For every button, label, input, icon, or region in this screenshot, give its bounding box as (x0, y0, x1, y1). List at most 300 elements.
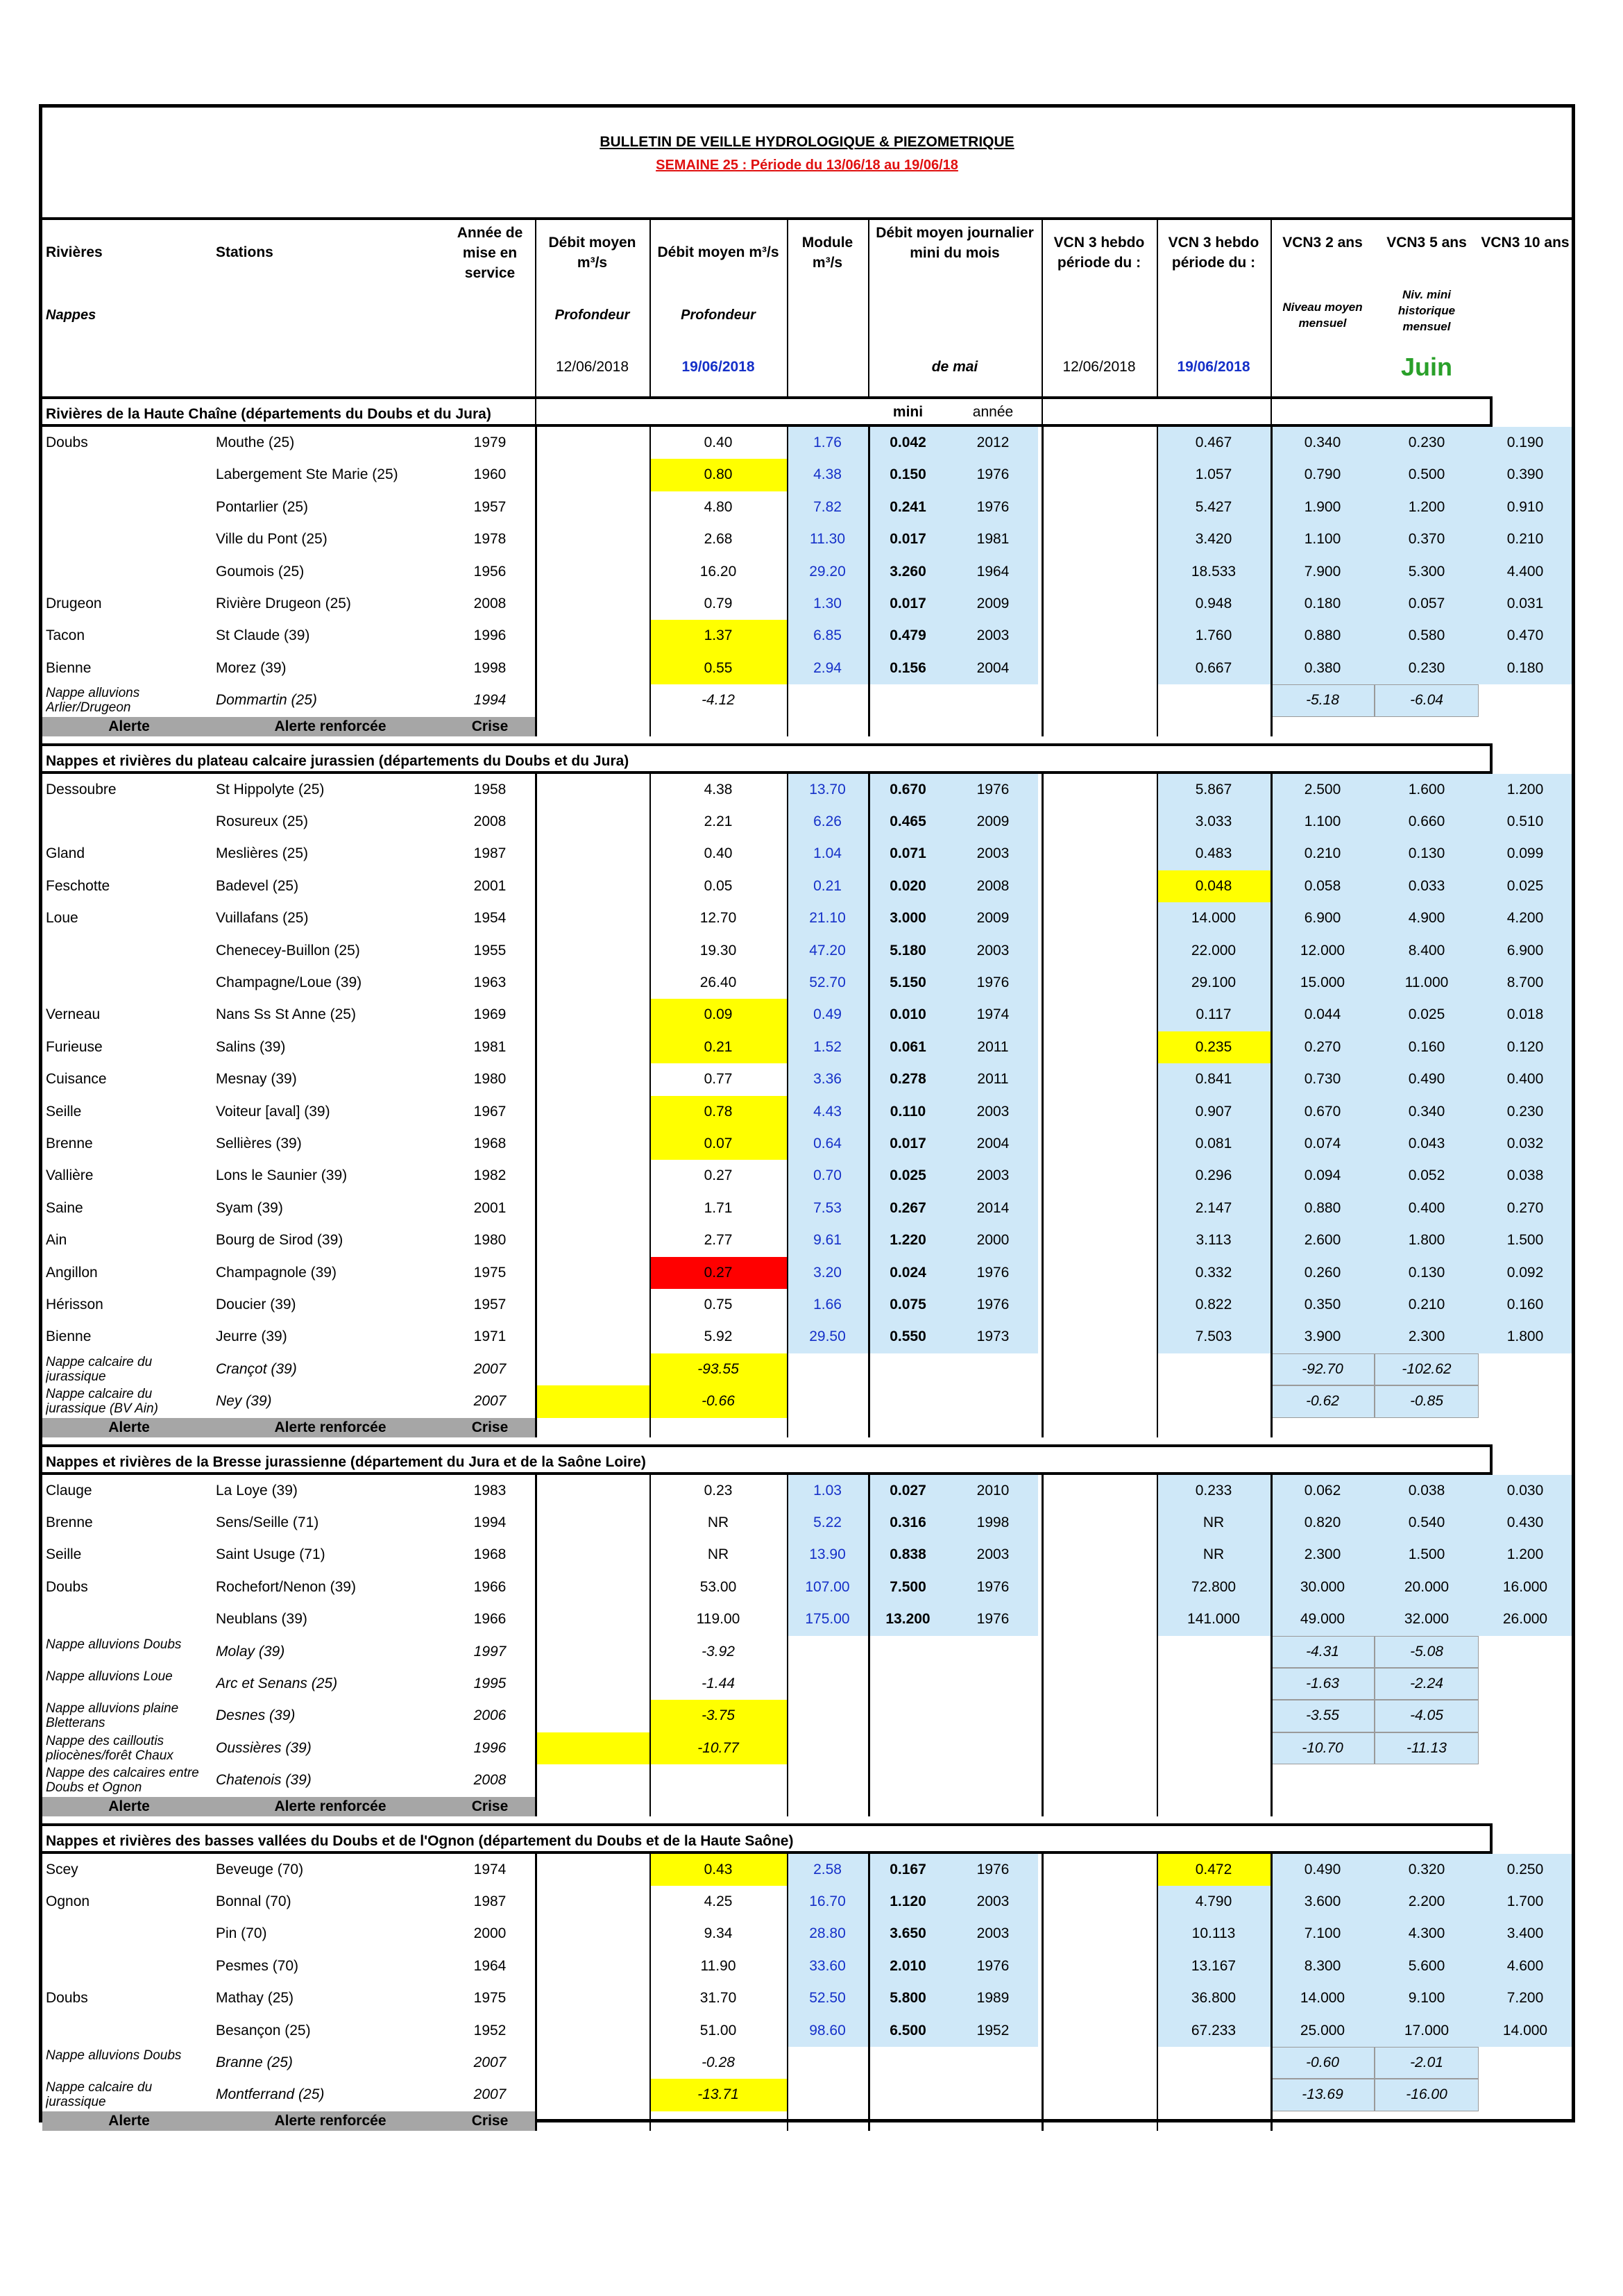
nappe-name: Nappe calcaire du jurassique (BV Ain) (46, 1387, 158, 1417)
mini-year: 2003 (976, 1104, 1010, 1120)
year-installed: 1957 (473, 1297, 507, 1312)
vcn3-2-value: 25.000 (1300, 2023, 1345, 2038)
debit-value: 0.80 (704, 467, 733, 483)
col-header-vcn-a: VCN 3 hebdo période du : (1053, 235, 1145, 271)
year-installed: 1983 (473, 1483, 507, 1499)
module-value: 28.80 (809, 1926, 846, 1942)
nappe-name: Nappe des cailloutis pliocènes/forêt Chaux (46, 1733, 173, 1763)
year-installed: 1969 (473, 1007, 507, 1023)
depth-value: -0.66 (702, 1394, 735, 1410)
niveau-moyen-value: -4.31 (1306, 1644, 1339, 1660)
station-name: Champagne/Loue (39) (216, 975, 362, 990)
station-name: Arc et Senans (25) (216, 1676, 338, 1691)
river-name: Verneau (46, 1007, 101, 1023)
vcn3-5-value: 0.500 (1408, 467, 1445, 483)
year-installed: 1980 (473, 1233, 507, 1249)
mini-value: 13.200 (885, 1612, 931, 1628)
vcn-value: 0.296 (1195, 1168, 1232, 1184)
annee-label: année (972, 405, 1014, 420)
mini-year: 2009 (976, 814, 1010, 829)
vcn-value: 72.800 (1191, 1579, 1237, 1595)
mini-value: 6.500 (890, 2023, 926, 2038)
vcn3-10-value: 0.120 (1506, 1039, 1544, 1055)
vcn-value: 0.081 (1195, 1136, 1232, 1151)
vcn3-10-value: 0.910 (1506, 499, 1544, 515)
module-value: 0.21 (813, 878, 842, 894)
debit-value: 4.25 (704, 1894, 733, 1909)
river-name: Dessoubre (46, 782, 117, 797)
mini-year: 2003 (976, 628, 1010, 644)
year-installed: 1955 (473, 943, 507, 959)
vcn-value: 0.472 (1195, 1862, 1232, 1877)
debit-value: 0.23 (704, 1483, 733, 1499)
module-value: 7.82 (813, 499, 842, 515)
station-name: Morez (39) (216, 660, 287, 676)
module-value: 52.50 (809, 1991, 846, 2007)
river-name: Clauge (46, 1483, 92, 1499)
vcn3-5-value: 0.052 (1408, 1168, 1445, 1184)
vcn-value: 10.113 (1191, 1926, 1236, 1942)
legend-crise: Crise (445, 1797, 535, 1816)
vcn3-10-value: 6.900 (1506, 943, 1544, 959)
mini-year: 2003 (976, 846, 1010, 862)
legend-alerte-renforcee: Alerte renforcée (216, 1797, 445, 1816)
mini-value: 1.220 (890, 1233, 926, 1249)
col-header-module: Module m³/s (801, 235, 853, 271)
station-name: Champagnole (39) (216, 1265, 337, 1281)
station-name: Bourg de Sirod (39) (216, 1233, 343, 1249)
river-name: Ain (46, 1233, 67, 1249)
year-installed: 2008 (473, 814, 507, 829)
mini-year: 1973 (976, 1329, 1010, 1345)
vcn-value: 7.503 (1195, 1329, 1232, 1345)
year-installed: 2007 (473, 2055, 507, 2070)
station-name: Pontarlier (25) (216, 499, 309, 515)
year-installed: 1995 (473, 1676, 507, 1691)
mini-value: 0.025 (890, 1168, 926, 1184)
vcn3-2-value: 0.094 (1304, 1168, 1341, 1184)
station-name: Bonnal (70) (216, 1894, 291, 1909)
station-name: Lons le Saunier (39) (216, 1168, 348, 1184)
vcn3-5-value: 0.370 (1408, 532, 1445, 548)
mini-value: 0.075 (890, 1297, 926, 1312)
vcn3-5-value: 0.340 (1408, 1104, 1445, 1120)
legend-alerte: Alerte (42, 1418, 216, 1437)
vcn3-5-value: 0.038 (1408, 1483, 1445, 1499)
module-value: 2.94 (813, 660, 842, 676)
year-installed: 2007 (473, 2087, 507, 2103)
vcn3-5-value: 32.000 (1404, 1612, 1450, 1628)
vcn3-5-value: 0.230 (1408, 435, 1445, 450)
station-name: Badevel (25) (216, 878, 299, 894)
debit-value: 19.30 (699, 943, 737, 959)
station-name: Beveuge (70) (216, 1862, 304, 1877)
mini-year: 1998 (976, 1515, 1010, 1530)
module-value: 5.22 (813, 1515, 842, 1530)
column-divider (535, 1854, 537, 2131)
module-value: 3.20 (813, 1265, 842, 1281)
vcn3-5-value: 0.400 (1408, 1200, 1445, 1216)
vcn3-2-value: 8.300 (1304, 1958, 1341, 1974)
year-installed: 2008 (473, 1773, 507, 1789)
year-installed: 1957 (473, 499, 507, 515)
river-name: Brenne (46, 1515, 93, 1530)
river-name: Brenne (46, 1136, 93, 1151)
year-installed: 1956 (473, 564, 507, 580)
mini-year: 2014 (976, 1200, 1010, 1216)
mini-year: 2012 (976, 435, 1010, 450)
vcn3-2-value: 30.000 (1300, 1579, 1345, 1595)
bulletin-title: BULLETIN DE VEILLE HYDROLOGIQUE & PIEZOMETRIQUE (600, 134, 1014, 150)
niveau-moyen-value: -3.55 (1306, 1708, 1339, 1724)
vcn3-5-value: 17.000 (1404, 2023, 1450, 2038)
vcn3-5-value: 20.000 (1404, 1579, 1450, 1595)
module-value: 0.64 (813, 1136, 842, 1151)
vcn-value: 0.467 (1195, 435, 1232, 450)
module-value: 175.00 (805, 1612, 850, 1628)
vcn3-2-value: 2.600 (1304, 1233, 1341, 1249)
vcn-value: 14.000 (1191, 911, 1237, 927)
debit-value: 12.70 (699, 911, 737, 927)
vcn3-5-value: 0.210 (1408, 1297, 1445, 1312)
column-divider (649, 1854, 651, 2131)
mini-value: 0.024 (890, 1265, 926, 1281)
niv-mini-value: -6.04 (1410, 693, 1443, 709)
column-divider (868, 217, 869, 396)
column-divider (535, 396, 536, 427)
station-name: Mesnay (39) (216, 1072, 297, 1088)
mini-year: 1974 (976, 1007, 1010, 1023)
mini-year: 2008 (976, 878, 1010, 894)
debit-value: 0.21 (704, 1039, 733, 1055)
river-name: Seille (46, 1547, 82, 1563)
year-installed: 1994 (473, 693, 507, 709)
vcn-value: 2.147 (1195, 1200, 1232, 1216)
year-installed: 1997 (473, 1644, 507, 1660)
vcn-date-current: 19/06/2018 (1177, 360, 1250, 375)
vcn-value: 22.000 (1191, 943, 1237, 959)
vcn3-5-value: 5.600 (1408, 1958, 1445, 1974)
module-value: 6.26 (813, 814, 842, 829)
column-divider (1271, 427, 1273, 736)
vcn-value: 5.427 (1195, 499, 1232, 515)
niv-mini-value: -2.01 (1410, 2055, 1443, 2070)
mini-value: 0.071 (890, 846, 926, 862)
vcn3-10-value: 0.250 (1506, 1862, 1544, 1877)
vcn-value: 0.048 (1195, 878, 1232, 894)
vcn3-10-value: 0.270 (1506, 1200, 1544, 1216)
vcn3-2-value: 0.880 (1304, 628, 1341, 644)
river-name: Saine (46, 1200, 83, 1216)
depth-value: -0.28 (702, 2055, 735, 2070)
debit-value: 0.40 (704, 846, 733, 862)
col-header-vcn3-10: VCN3 10 ans (1481, 235, 1570, 251)
mini-year: 1976 (976, 499, 1010, 515)
mini-year: 1976 (976, 1958, 1010, 1974)
year-installed: 1987 (473, 846, 507, 862)
debit-value: 9.34 (704, 1926, 733, 1942)
vcn-value: 67.233 (1191, 2023, 1237, 2038)
debit-value: 0.09 (704, 1007, 733, 1023)
debit-value: 0.05 (704, 878, 733, 894)
year-installed: 1982 (473, 1168, 507, 1184)
module-value: 21.10 (809, 911, 846, 927)
column-divider (1271, 1854, 1273, 2131)
column-divider (535, 217, 536, 396)
debit-value: 0.75 (704, 1297, 733, 1312)
mini-value: 0.479 (890, 628, 926, 644)
col-header-profondeur-1: Profondeur (554, 307, 630, 323)
col-header-debit-1: Débit moyen m³/s (548, 235, 636, 271)
depth-value: -3.92 (702, 1644, 735, 1660)
module-value: 9.61 (813, 1233, 842, 1249)
station-name: Neublans (39) (216, 1612, 307, 1628)
date-prev-week: 12/06/2018 (555, 360, 629, 375)
debit-value: 0.07 (704, 1136, 733, 1151)
column-divider (868, 1475, 870, 1816)
river-name: Vallière (46, 1168, 94, 1184)
vcn3-5-value: 4.900 (1408, 911, 1445, 927)
vcn3-5-value: 1.500 (1408, 1547, 1445, 1563)
depth-value: -10.77 (697, 1740, 739, 1756)
vcn3-2-value: 0.730 (1304, 1072, 1341, 1088)
vcn3-5-value: 2.300 (1408, 1329, 1445, 1345)
vcn3-2-value: 0.074 (1304, 1136, 1341, 1151)
column-divider (787, 774, 788, 1437)
vcn3-2-value: 14.000 (1300, 1991, 1345, 2007)
year-installed: 1966 (473, 1612, 507, 1628)
column-divider (1157, 1475, 1158, 1816)
depth-value: -3.75 (702, 1708, 735, 1724)
vcn3-10-value: 0.038 (1506, 1168, 1544, 1184)
vcn3-10-value: 8.700 (1506, 975, 1544, 990)
vcn-value: 141.000 (1187, 1612, 1240, 1628)
station-name: Molay (39) (216, 1644, 285, 1660)
station-name: Voiteur [aval] (39) (216, 1104, 330, 1120)
debit-value: 0.40 (704, 435, 733, 450)
depth-value: -1.44 (702, 1676, 735, 1691)
year-installed: 1981 (473, 1039, 507, 1055)
section-header: Nappes et rivières du plateau calcaire jurassien (départements du Doubs et du Jura) (42, 743, 1493, 774)
station-name: Rivière Drugeon (25) (216, 596, 351, 611)
vcn-value: 3.113 (1196, 1233, 1232, 1249)
vcn3-2-value: 0.790 (1304, 467, 1341, 483)
vcn-value: NR (1203, 1547, 1225, 1563)
mini-value: 5.180 (890, 943, 926, 959)
debit-value: 1.71 (704, 1200, 733, 1216)
river-name: Doubs (46, 1991, 88, 2007)
station-name: Pin (70) (216, 1926, 267, 1942)
mini-value: 0.150 (890, 467, 926, 483)
debit-value: 26.40 (699, 975, 737, 990)
year-installed: 2001 (473, 1200, 507, 1216)
legend-alerte: Alerte (42, 1797, 216, 1816)
module-value: 16.70 (809, 1894, 846, 1909)
vcn3-10-value: 0.018 (1506, 1007, 1544, 1023)
vcn3-2-value: 0.340 (1304, 435, 1341, 450)
vcn-value: 29.100 (1191, 975, 1237, 990)
station-name: Rosureux (25) (216, 814, 309, 829)
vcn3-10-value: 1.200 (1506, 1547, 1544, 1563)
vcn3-2-value: 3.600 (1304, 1894, 1341, 1909)
year-installed: 1958 (473, 782, 507, 797)
river-name: Furieuse (46, 1039, 103, 1055)
mini-year: 1976 (976, 1862, 1010, 1877)
debit-value: 16.20 (699, 564, 737, 580)
river-name: Ognon (46, 1894, 90, 1909)
niv-mini-value: -102.62 (1402, 1361, 1452, 1377)
legend-crise: Crise (445, 717, 535, 736)
module-value: 6.85 (813, 628, 842, 644)
mini-value: 0.316 (890, 1515, 926, 1530)
vcn3-10-value: 0.031 (1506, 596, 1544, 611)
station-name: Ville du Pont (25) (216, 532, 328, 548)
module-value: 11.30 (810, 532, 845, 548)
station-name: Vuillafans (25) (216, 911, 309, 927)
column-divider (1042, 1854, 1044, 2131)
vcn3-2-value: 2.500 (1304, 782, 1341, 797)
module-value: 29.50 (809, 1329, 846, 1345)
river-name: Seille (46, 1104, 82, 1120)
col-header-niv-mini: Niv. mini historique mensuel (1397, 288, 1456, 333)
mini-value: 0.156 (890, 660, 926, 676)
year-installed: 1978 (473, 532, 507, 548)
debit-value: 4.80 (704, 499, 733, 515)
vcn-value: 0.117 (1196, 1007, 1232, 1023)
year-installed: 1968 (473, 1547, 507, 1563)
vcn3-5-value: 0.160 (1408, 1039, 1445, 1055)
vcn3-5-value: 0.660 (1408, 814, 1445, 829)
column-divider (787, 427, 788, 736)
mini-value: 3.260 (890, 564, 926, 580)
niv-mini-value: -4.05 (1410, 1708, 1443, 1724)
station-name: Oussières (39) (216, 1740, 312, 1756)
vcn3-2-value: 0.180 (1304, 596, 1341, 611)
mini-year: 2003 (976, 1547, 1010, 1563)
column-divider (649, 774, 651, 1437)
column-divider (1042, 774, 1044, 1437)
alert-highlight (535, 1732, 649, 1764)
mini-value: 0.550 (890, 1329, 926, 1345)
mini-value: 7.500 (890, 1579, 926, 1595)
mini-year: 2004 (976, 660, 1010, 676)
station-name: St Claude (39) (216, 628, 310, 644)
vcn3-2-value: 15.000 (1300, 975, 1345, 990)
vcn-value: 3.033 (1195, 814, 1232, 829)
debit-value: 119.00 (696, 1612, 740, 1628)
station-name: Desnes (39) (216, 1708, 296, 1724)
vcn3-5-value: 5.300 (1408, 564, 1445, 580)
vcn3-5-value: 0.033 (1408, 878, 1445, 894)
mini-year: 1976 (976, 782, 1010, 797)
vcn3-2-value: 0.380 (1304, 660, 1341, 676)
vcn3-5-value: 9.100 (1408, 1991, 1445, 2007)
year-installed: 1952 (473, 2023, 507, 2038)
module-value: 1.66 (813, 1297, 842, 1312)
legend-alerte-renforcee: Alerte renforcée (216, 717, 445, 736)
river-name: Doubs (46, 1579, 88, 1595)
river-name: Drugeon (46, 596, 102, 611)
debit-value: 2.77 (704, 1233, 733, 1249)
station-name: Nans Ss St Anne (25) (216, 1007, 356, 1023)
module-value: 1.52 (813, 1039, 842, 1055)
column-divider (1157, 427, 1158, 736)
mini-year: 2003 (976, 1926, 1010, 1942)
year-installed: 1987 (473, 1894, 507, 1909)
vcn3-10-value: 0.390 (1506, 467, 1544, 483)
module-value: 1.76 (813, 435, 842, 450)
mini-year: 1952 (976, 2023, 1010, 2038)
date-current-week: 19/06/2018 (681, 360, 755, 375)
vcn-value: 3.420 (1195, 532, 1232, 548)
vcn3-10-value: 0.032 (1506, 1136, 1544, 1151)
module-value: 0.49 (813, 1007, 842, 1023)
vcn3-2-value: 0.820 (1304, 1515, 1341, 1530)
debit-value: 0.43 (704, 1862, 733, 1877)
debit-value: 51.00 (699, 2023, 737, 2038)
vcn3-5-value: 1.600 (1408, 782, 1445, 797)
vcn3-2-value: 0.490 (1304, 1862, 1341, 1877)
vcn-value: 0.907 (1195, 1104, 1232, 1120)
nappe-name: Nappe alluvions Arlier/Drugeon (46, 686, 140, 716)
debit-value: NR (707, 1547, 729, 1563)
nappe-name: Nappe alluvions plaine Bletterans (46, 1701, 179, 1731)
nappe-name: Nappe des calcaires entre Doubs et Ognon (46, 1766, 199, 1796)
vcn3-10-value: 1.500 (1506, 1233, 1544, 1249)
vcn3-5-value: 0.580 (1408, 628, 1445, 644)
bulletin-sheet (39, 104, 1575, 2129)
station-name: Salins (39) (216, 1039, 286, 1055)
vcn3-10-value: 1.700 (1506, 1894, 1544, 1909)
river-name: Cuisance (46, 1072, 107, 1088)
river-name: Scey (46, 1862, 78, 1877)
col-header-vcn3-5: VCN3 5 ans (1386, 235, 1467, 251)
station-name: Jeurre (39) (216, 1329, 287, 1345)
year-installed: 1966 (473, 1579, 507, 1595)
vcn3-2-value: 0.350 (1304, 1297, 1341, 1312)
vcn3-5-value: 0.490 (1408, 1072, 1445, 1088)
mini-value: 0.010 (890, 1007, 926, 1023)
river-name: Feschotte (46, 878, 110, 894)
station-name: Rochefort/Nenon (39) (216, 1579, 356, 1595)
vcn3-10-value: 0.470 (1506, 628, 1544, 644)
col-header-annee: Année de mise en service (457, 225, 523, 281)
vcn3-5-value: 2.200 (1408, 1894, 1445, 1909)
year-installed: 2006 (473, 1708, 507, 1724)
station-name: Goumois (25) (216, 564, 305, 580)
vcn3-10-value: 26.000 (1502, 1612, 1548, 1628)
station-name: Dommartin (25) (216, 693, 317, 709)
vcn3-5-value: 11.000 (1404, 975, 1449, 990)
vcn3-2-value: 7.100 (1304, 1926, 1341, 1942)
mini-value: 0.042 (890, 435, 926, 450)
col-header-vcn-b: VCN 3 hebdo période du : (1168, 235, 1259, 271)
debit-value: 4.38 (704, 782, 733, 797)
station-name: Mathay (25) (216, 1991, 294, 2007)
module-value: 13.70 (809, 782, 846, 797)
vcn-value: 5.867 (1195, 782, 1232, 797)
mini-year: 1976 (976, 1579, 1010, 1595)
river-name: Bienne (46, 660, 92, 676)
vcn3-2-value: 1.100 (1304, 532, 1341, 548)
niv-mini-value: -16.00 (1406, 2087, 1447, 2103)
niveau-moyen-value: -92.70 (1302, 1361, 1343, 1377)
mini-value: 0.838 (890, 1547, 926, 1563)
mini-label: mini (892, 405, 924, 420)
year-installed: 2008 (473, 596, 507, 611)
vcn-bg (1157, 427, 1572, 684)
legend-alerte-renforcee: Alerte renforcée (216, 1418, 445, 1437)
